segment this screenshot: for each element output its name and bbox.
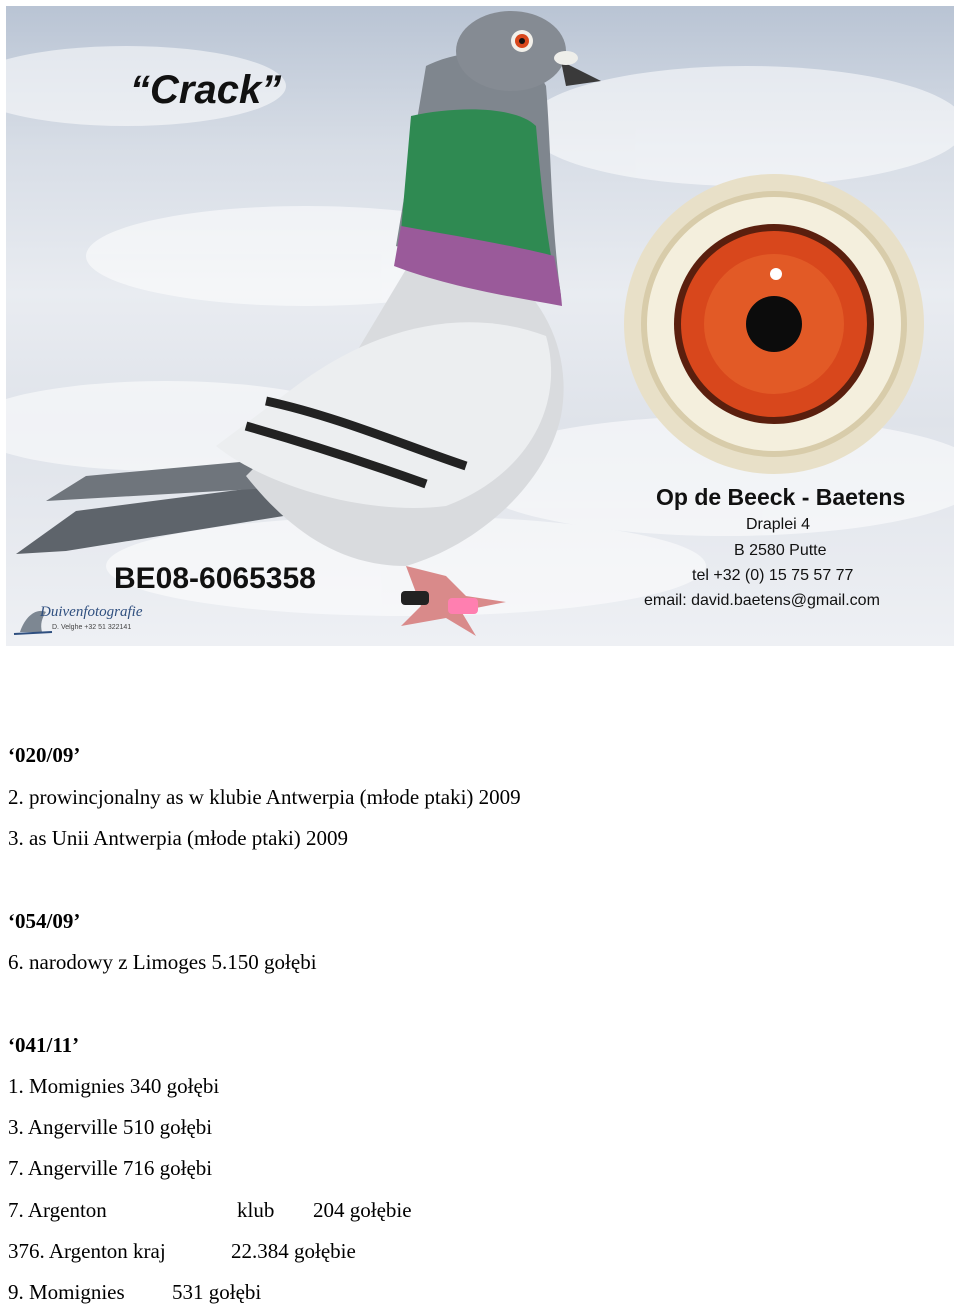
owner-city: B 2580 Putte [734, 542, 827, 559]
pigeon-name: “Crack” [130, 68, 282, 112]
result-race: 376. Argenton kraj [8, 1239, 166, 1263]
owner-street: Draplei 4 [746, 516, 811, 533]
owner-name: Op de Beeck - Baetens [656, 484, 906, 510]
result-header-054-09: ‘054/09’ [8, 909, 81, 933]
result-level: klub [237, 1198, 275, 1222]
result-race: 7. Argenton [8, 1198, 107, 1222]
owner-phone: tel +32 (0) 15 75 57 77 [692, 567, 854, 584]
result-header-020-09: ‘020/09’ [8, 743, 81, 767]
result-line: 7. Angerville 716 gołębi [8, 1156, 213, 1180]
result-line: 3. as Unii Antwerpia (młode ptaki) 2009 [8, 826, 349, 850]
owner-email: email: david.baetens@gmail.com [644, 592, 880, 609]
result-line: 6. narodowy z Limoges 5.150 gołębi [8, 950, 317, 974]
result-race: 9. Momignies [8, 1280, 125, 1304]
result-birds: 22.384 gołębie [231, 1239, 356, 1263]
photographer-logo-text: Duivenfotografie [40, 604, 143, 620]
pigeon-photo [6, 6, 954, 646]
result-line: 3. Angerville 510 gołębi [8, 1115, 213, 1139]
result-birds: 531 gołębi [172, 1280, 262, 1304]
result-header-041-11: ‘041/11’ [8, 1033, 80, 1057]
ring-number: BE08-6065358 [114, 562, 316, 595]
result-line: 2. prowincjonalny as w klubie Antwerpia (młode ptaki) 2009 [8, 785, 521, 809]
result-birds: 204 gołębie [313, 1198, 412, 1222]
result-line: 1. Momignies 340 gołębi [8, 1074, 220, 1098]
photographer-contact: D. Velghe +32 51 322141 [52, 624, 132, 631]
